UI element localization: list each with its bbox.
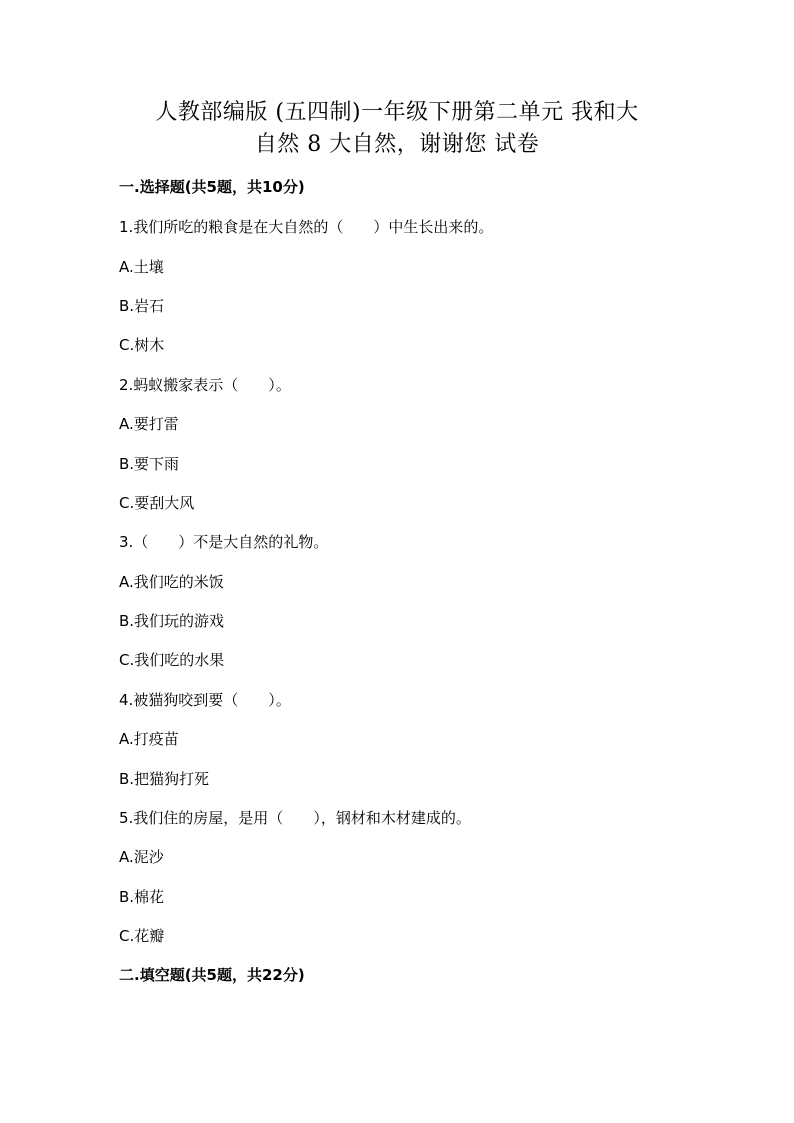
section-heading-fill-in-blank: 二.填空题(共5题，共22分) bbox=[119, 966, 305, 984]
question-1-option-b: B.岩石 bbox=[119, 297, 165, 315]
section-heading-multiple-choice: 一.选择题(共5题，共10分) bbox=[119, 178, 305, 196]
question-1-option-a: A.土壤 bbox=[119, 258, 164, 276]
question-2-option-b: B.要下雨 bbox=[119, 455, 180, 473]
question-2-option-c: C.要刮大风 bbox=[119, 494, 195, 512]
question-4-option-a: A.打疫苗 bbox=[119, 730, 179, 748]
question-2-stem: 2.蚂蚁搬家表示（ ）。 bbox=[119, 376, 291, 394]
question-5-option-a: A.泥沙 bbox=[119, 848, 164, 866]
question-5-stem: 5.我们住的房屋，是用（ ），钢材和木材建成的。 bbox=[119, 809, 471, 827]
question-3-option-a: A.我们吃的米饭 bbox=[119, 573, 224, 591]
question-2-option-a: A.要打雷 bbox=[119, 415, 179, 433]
question-5-option-b: B.棉花 bbox=[119, 888, 165, 906]
question-3-option-c: C.我们吃的水果 bbox=[119, 651, 225, 669]
exam-title-line-2: 自然 8 大自然，谢谢您 试卷 bbox=[254, 132, 540, 157]
question-5-option-c: C.花瓣 bbox=[119, 927, 165, 945]
question-4-option-b: B.把猫狗打死 bbox=[119, 770, 210, 788]
question-1-stem: 1.我们所吃的粮食是在大自然的（ ）中生长出来的。 bbox=[119, 218, 494, 236]
exam-title-line-1: 人教部编版 (五四制)一年级下册第二单元 我和大 bbox=[155, 100, 639, 125]
question-3-stem: 3.（ ）不是大自然的礼物。 bbox=[119, 533, 329, 551]
question-3-option-b: B.我们玩的游戏 bbox=[119, 612, 225, 630]
question-1-option-c: C.树木 bbox=[119, 336, 165, 354]
question-4-stem: 4.被猫狗咬到要（ ）。 bbox=[119, 691, 291, 709]
